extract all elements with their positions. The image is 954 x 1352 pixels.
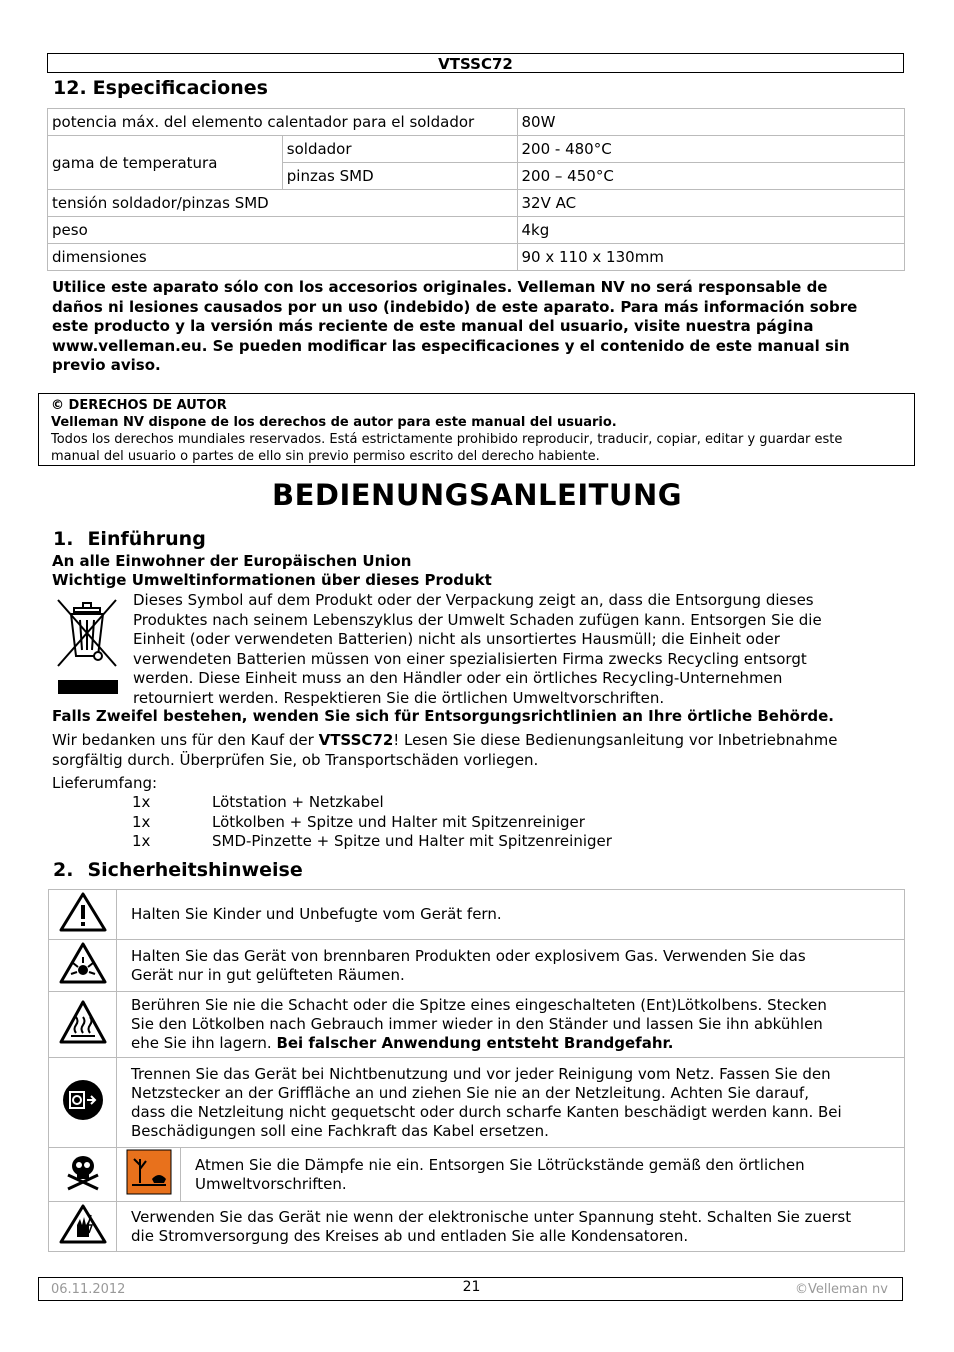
safety-line: Halten Sie das Gerät von brennbaren Produkten oder explosivem Gas. Verwenden Sie das bbox=[131, 946, 806, 965]
notice-line: daños ni lesiones causados por un uso (indebido) de este aparato. Para más información sobre bbox=[52, 297, 858, 316]
page-footer bbox=[38, 1277, 903, 1301]
intro-sub1: An alle Einwohner der Europäischen Union bbox=[52, 552, 412, 570]
table-cell: 80W bbox=[517, 109, 904, 136]
intro-title: Einführung bbox=[87, 528, 206, 550]
copyright-subtitle: Velleman NV dispone de los derechos de autor para este manual del usuario. bbox=[51, 415, 617, 430]
warning-icon bbox=[58, 891, 108, 933]
table-cell: pinzas SMD bbox=[282, 163, 517, 190]
intro-heading bbox=[53, 528, 206, 550]
table-cell: 4kg bbox=[517, 217, 904, 244]
unplug-icon bbox=[61, 1078, 105, 1122]
thanks-line1 bbox=[52, 731, 838, 751]
safety-heading bbox=[53, 859, 303, 881]
safety-line: Umweltvorschriften. bbox=[195, 1174, 347, 1193]
copyright-line: Todos los derechos mundiales reservados. Está estrictamente prohibido reproducir, traducir, copiar, editar y guardar este bbox=[51, 432, 843, 447]
weee-text bbox=[133, 591, 822, 708]
safety-line: Trennen Sie das Gerät bei Nichtbenutzung und vor jeder Reinigung vom Netz. Fassen Sie den bbox=[131, 1064, 831, 1083]
icon-cell bbox=[49, 890, 117, 940]
table-row bbox=[49, 1058, 905, 1148]
safety-line: Sie den Lötkolben nach Gebrauch immer wieder in den Ständer und lassen Sie ihn abkühlen bbox=[131, 1015, 823, 1033]
weee-bin-icon bbox=[52, 594, 122, 698]
safety-number: 2. bbox=[53, 859, 74, 881]
safety-title: Sicherheitshinweise bbox=[87, 859, 303, 881]
table-cell: tensión soldador/pinzas SMD bbox=[48, 190, 518, 217]
safety-line bbox=[131, 1034, 903, 1053]
icon-cell bbox=[49, 1148, 117, 1202]
table-cell: soldador bbox=[282, 136, 517, 163]
table-cell bbox=[117, 1058, 905, 1148]
table-cell bbox=[117, 992, 905, 1058]
notice-line: este producto y la versión más reciente de este manual del usuario, visite nuestra página bbox=[52, 317, 814, 335]
list-item bbox=[132, 813, 612, 833]
hot-surface-icon bbox=[58, 999, 108, 1045]
list-item bbox=[132, 793, 612, 813]
intro-number: 1. bbox=[53, 528, 74, 550]
copyright-title: © DERECHOS DE AUTOR bbox=[51, 398, 227, 413]
list-item bbox=[132, 832, 612, 852]
icon-cell bbox=[49, 1202, 117, 1252]
table-cell: dimensiones bbox=[48, 244, 518, 271]
safety-line: Berühren Sie nie die Schacht oder die Spitze eines eingeschalteten (Ent)Lötkolbens. Stecken bbox=[131, 996, 827, 1014]
thanks-post: ! Lesen Sie diese Bedienungsanleitung vor Inbetriebnahme bbox=[393, 731, 838, 749]
safety-text: ehe Sie ihn lagern. bbox=[131, 1034, 277, 1052]
safety-line: Gerät nur in gut gelüfteten Räumen. bbox=[131, 965, 405, 984]
table-row bbox=[48, 217, 905, 244]
scope-list bbox=[132, 793, 612, 852]
table-cell: potencia máx. del elemento calentador para el soldador bbox=[48, 109, 518, 136]
table-row bbox=[48, 244, 905, 271]
table-row bbox=[49, 1148, 905, 1202]
icon-cell bbox=[49, 940, 117, 992]
scope-qty: 1x bbox=[132, 832, 151, 850]
scope-label: Lieferumfang: bbox=[52, 774, 158, 792]
table-cell: 90 x 110 x 130mm bbox=[517, 244, 904, 271]
thanks-text bbox=[52, 731, 838, 770]
copyright-box bbox=[38, 393, 915, 466]
main-title: BEDIENUNGSANLEITUNG bbox=[271, 478, 683, 512]
safety-line: Beschädigungen soll eine Fachkraft das Kabel ersetzen. bbox=[131, 1121, 549, 1140]
icon-cell bbox=[49, 992, 117, 1058]
safety-line: die Stromversorgung des Kreises ab und entladen Sie alle Kondensatoren. bbox=[131, 1226, 689, 1245]
table-cell: gama de temperatura bbox=[48, 136, 283, 190]
icon-cell bbox=[117, 1148, 181, 1202]
page-number: 21 bbox=[462, 1279, 481, 1295]
weee-line: verwendeten Batterien müssen von einer spezialisierten Firma zwecks Recycling entsorgt bbox=[133, 649, 807, 668]
fire-warning-text: Bei falscher Anwendung entsteht Brandgefahr. bbox=[276, 1034, 674, 1052]
table-cell: 200 – 450°C bbox=[517, 163, 904, 190]
scope-item: Lötkolben + Spitze und Halter mit Spitzenreiniger bbox=[212, 812, 585, 831]
document-header bbox=[47, 53, 904, 73]
doubt-note: Falls Zweifel bestehen, wenden Sie sich für Entsorgungsrichtlinien an Ihre örtliche Behörde. bbox=[52, 707, 834, 725]
table-row bbox=[48, 136, 905, 163]
table-cell bbox=[117, 940, 905, 992]
table-cell bbox=[181, 1148, 905, 1202]
spec-heading bbox=[53, 77, 268, 99]
table-cell: 200 - 480°C bbox=[517, 136, 904, 163]
icon-cell bbox=[49, 1058, 117, 1148]
table-cell: 32V AC bbox=[517, 190, 904, 217]
scope-qty: 1x bbox=[132, 812, 151, 831]
weee-line: Produktes nach seinem Lebenszyklus der Umwelt Schaden zufügen kann. Entsorgen Sie die bbox=[133, 610, 822, 629]
safety-line: Netzstecker an der Griffläche an und ziehen Sie nie an der Netzleitung. Achten Sie darauf, bbox=[131, 1083, 809, 1102]
notice-line: Utilice este aparato sólo con los accesorios originales. Velleman NV no será responsable de bbox=[52, 278, 828, 296]
weee-line: Dieses Symbol auf dem Produkt oder der Verpackung zeigt an, dass die Entsorgung dieses bbox=[133, 591, 814, 609]
spec-number: 12. bbox=[53, 77, 87, 99]
table-row bbox=[49, 1202, 905, 1252]
table-row bbox=[49, 940, 905, 992]
toxic-skull-icon bbox=[62, 1151, 104, 1193]
table-cell: Halten Sie Kinder und Unbefugte vom Gerät fern. bbox=[117, 890, 905, 940]
environment-hazard-icon bbox=[126, 1149, 172, 1195]
safety-line: dass die Netzleitung nicht gequetscht oder durch scharfe Kanten beschädigt werden kann. Bei bbox=[131, 1102, 842, 1121]
spec-title: Especificaciones bbox=[92, 77, 268, 99]
table-cell: peso bbox=[48, 217, 518, 244]
table-cell bbox=[117, 1202, 905, 1252]
copyright-line: manual del usuario o partes de ello sin previo permiso escrito del derecho habiente. bbox=[51, 449, 600, 464]
safety-line: Verwenden Sie das Gerät nie wenn der elektronische unter Spannung steht. Schalten Sie zuerst bbox=[131, 1207, 852, 1226]
weee-line: retourniert werden. Respektieren Sie die örtlichen Umweltvorschriften. bbox=[133, 688, 665, 707]
scope-qty: 1x bbox=[132, 793, 151, 811]
footer-date: 06.11.2012 bbox=[51, 1282, 126, 1297]
table-row bbox=[49, 890, 905, 940]
thanks-model: VTSSC72 bbox=[318, 731, 394, 749]
scope-item: Lötstation + Netzkabel bbox=[212, 793, 384, 811]
safety-table bbox=[48, 889, 905, 1252]
spec-table bbox=[47, 108, 905, 271]
spec-notice bbox=[52, 278, 857, 376]
safety-line: Atmen Sie die Dämpfe nie ein. Entsorgen Sie Lötrückstände gemäß den örtlichen bbox=[195, 1155, 805, 1174]
scope-item: SMD-Pinzette + Spitze und Halter mit Spitzenreiniger bbox=[212, 832, 612, 850]
thanks-pre: Wir bedanken uns für den Kauf der bbox=[52, 731, 319, 749]
weee-line: Einheit (oder verwendeten Batterien) nicht als unsortiertes Hausmüll; die Einheit oder bbox=[133, 630, 780, 648]
table-row bbox=[48, 109, 905, 136]
table-row bbox=[49, 992, 905, 1058]
electric-hazard-icon bbox=[58, 1203, 108, 1245]
notice-line: previo aviso. bbox=[52, 356, 161, 374]
weee-line: werden. Diese Einheit muss an den Händler oder ein örtliches Recycling-Unternehmen bbox=[133, 669, 783, 687]
intro-sub2: Wichtige Umweltinformationen über dieses Produkt bbox=[52, 571, 492, 589]
table-row bbox=[48, 190, 905, 217]
header-model: VTSSC72 bbox=[438, 55, 513, 73]
notice-line: www.velleman.eu. Se pueden modificar las especificaciones y el contenido de este manual sin bbox=[52, 336, 850, 355]
footer-copyright: ©Velleman nv bbox=[794, 1282, 888, 1297]
thanks-line2: sorgfältig durch. Überprüfen Sie, ob Transportschäden vorliegen. bbox=[52, 750, 539, 769]
explosion-hazard-icon bbox=[58, 941, 108, 985]
